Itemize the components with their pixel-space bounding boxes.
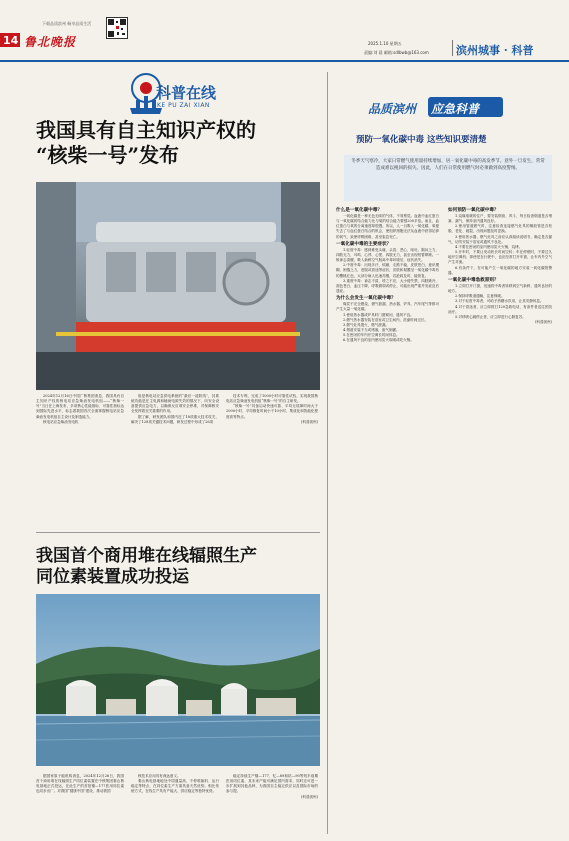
intro-box [344,155,552,201]
header-editors: 责编:刘 晨 邮箱:sdlbwb@163.com [364,50,429,55]
knowledge-column-right [448,206,552,834]
column-paragraph: 1.烧煤取暖的住户，要安装烟囱、风斗，每日检查烟道是否堵塞、漏气，保持室内通风良好。 [448,214,552,224]
column-source: (科普滨州) [535,319,552,324]
column-paragraph: 1.使用热水器或炉具时门窗紧闭，通风不良。 [343,312,414,317]
article2-photo [36,594,320,766]
kepu-logo [126,72,246,116]
header-rule [0,60,569,62]
column-paragraph: 4.不要在密闭的室内使用炭火火锅、烧烤。 [455,244,523,249]
header-banner-text: 下载品质滨州 畅享品质生活 [42,21,92,26]
column-heading: 如何预防一氧化碳中毒？ [448,208,499,213]
article1-divider [36,532,320,533]
kepu-logo-pinyin: KE PU ZAI XIAN [157,102,210,109]
article2-column1: 据国家原子能机构消息，2024年12月26日，我国首个商用堆在线辐照生产同位素装置在中核集团秦山核电基地正式投运，在此生产的首批镥—177医用同位素也同步出厂。对我国“健康中国”建设、推动我国 [36,774,124,794]
column-paragraph: 煤炭不完全燃烧，燃气泄漏，热水器、炉具、汽车尾气等都可产生大量一氧化碳。 [336,302,439,312]
article1-title-line2: “核柴一号”发布 [36,143,180,167]
column-paragraph: 2.燃气热水器安装在浴室或卫生间内，洗澡时间过长。 [343,317,428,322]
knowledge-column-left [336,206,439,834]
article1-title-line1: 我国具有自主知识产权的 [36,118,256,142]
section-name: 滨州城事 · 科普 [456,44,534,57]
column-paragraph: 3.燃气灶具熄火，燃气泄漏。 [343,322,389,327]
article1-column2: 组是核电站应急供电系统的“最后一道防线”，其系统功能是在主电源和辅助电源失效的情况下，向安全设备提供应急电力，以确保反应堆安全停堆，对保障核安全发挥着至关重要的作用。 据了解，研发团队和国内近了18项重大技术攻关，解决了128项关键技术问题，研发过程中形成了26项 [131,394,219,424]
article2-title [36,546,326,588]
section-divider [452,40,453,56]
column-heading: 一氧化碳中毒急救原则？ [448,277,499,283]
column-heading: 一氧化碳中毒的主要症状？ [336,241,392,247]
column-paragraph: 1.轻度中毒：感到难受头痛，头昏、恶心、呕吐，胸闷乏力，四肢无力，耳鸣、心悸、心慌、四肢无力，甚至出现短暂晕厥。一般神志清醒，吸入新鲜空气脱离中毒环境后，症状消失。 [336,247,439,263]
article1-source: (科普滨州) [301,419,318,424]
article1-title [36,118,336,168]
promo-right-label: 应急科普 [431,102,480,116]
column-paragraph: 2.保持呼吸道通畅，注意保暖。 [455,294,505,299]
column-paragraph: 3.使用热水器、燃气灶具之前应认真阅读说明书，确定是否漏气，切勿安装于浴室或通风不良处。 [448,234,552,244]
diesel-generator-image [36,182,320,390]
article2-column2: 核技术应用具有深远意义。 秦山核电基地地处中国通量高、不停堆换料、运行稳定等特点，在同位素生产方面具备天然优势。相比传统方式，在线生产具有产能大、供应稳定等独特优势。 [131,774,219,794]
column-paragraph: 5.在密闭的车内开空调长时间休息。 [343,333,400,338]
promo-banner [368,100,504,120]
article1-column3: 技术专利，完成了1000小时可靠性试验，实现我国核电站应急柴油发电机组“核柴一号”的自主研发。 “核柴一号”具备启动快速可靠、平均无故障时间大于2000小时、平均修复时间小于10小时、集成化和智能化程度高等特点。 (科普滨州) [226,394,318,424]
column-paragraph: 3.对于轻度中毒者，可给予热糖水饮用，让其安静休息。 [455,299,544,304]
article2-source: (科普滨州) [301,794,318,799]
article2-title-line2: 同位素装置成功投运 [36,567,189,587]
promo-subtitle: 预防一氧化碳中毒 这些知识要清楚 [356,135,487,145]
column-paragraph: 1.立即打开门窗，迅速将中毒者转移到空气新鲜、通风良好的地方。 [448,283,552,294]
nuclear-plant-image [36,594,320,766]
article2-column3: 稳定持续生产镥—177、钇—89和钴—90等短半衰期医用同位素，其未来产能可满足国内需求，同时还可进一步扩展到其他品种，为我国自主稳定供应以及国际市场的参与提。 (科普滨州) [226,774,318,799]
intro-text: 冬季天气寒冷，大家日常燃气使用量持续增加，居一氧化碳中毒的高发季节。意外一旦发生，常常造成难以挽回的损失。因此，人们在日常使用燃气时必须做到高度警惕。 [351,159,545,171]
column-paragraph: 6.在通风不良的室内使用炭火取暖或吃火锅。 [343,338,414,343]
column-heading: 什么是一氧化碳中毒？ [336,208,382,213]
article1-photo [36,182,320,390]
column-paragraph: 5.开车时，不要让发动机长时间空转；车在停驶时，不要过久地开空调机；即使是在行驶中，也应经常打开车窗，让车内外空气产生对流。 [448,250,552,265]
article1-column1: 2024年12月16日中国广核集团消息，我国具有自主知识产权的核电站应急柴油发电机组——“核柴一号”当日在上海发布，多项核心性能指标、可靠性指标达到国际先进水平，标志着我国首次全面掌握核电站应急柴油发电机组自主设计及制造能力。 核电站应急柴油发电机 [36,394,124,424]
page-vertical-divider [327,72,328,834]
column-heading: 为什么会发生一氧化碳中毒？ [336,296,396,302]
kepu-logo-title: 科普在线 [156,84,217,102]
column-paragraph: 6.有条件下，在可能产生一氧化碳的地方安装一氧化碳报警器。 [448,265,552,275]
column-paragraph: 5.对呼吸心跳停止者，应立即进行心肺复苏。 [455,314,526,319]
column-paragraph: 3.重度中毒：神志不清，呼之不应，大小便失禁，四肢厥冷，面色苍白，血压下降，呼吸微弱或停止，可能出现严重并发症及后遗症。 [336,278,439,294]
column-paragraph: 4.对于昏迷者，应立即拨打120急救电话，有条件者送往医院治疗。 [448,304,552,314]
column-paragraph: 2.中度中毒：出现多汗，烦躁，走路不稳，皮肤苍白，意识模糊，困倦乏力，虚脱或昏迷等症状，皮肤和黏膜呈一氧化碳中毒有的樱桃红色，大部分病人迅速苏醒，若抢救及时，能恢复。 [336,263,439,278]
article2-title-line1: 我国首个商用堆在线辐照生产 [36,546,257,566]
column-paragraph: 4.烟道安装不当或堵塞，废气倒灌。 [343,327,400,332]
column-paragraph: 一氧化碳是一种无色无味的气体，不易察觉。血液中血红蛋白与一氧化碳的结合能力比与氧的结合能力要强200多倍。而且，血红蛋白与氧的分离速度却很慢。所以，人一旦吸入一氧化碳，氧便失去了与血红蛋白结合的机会，使组织细胞无法从血液中获得足够的氧气，致使呼吸困难，甚至窒息死亡。 [336,214,439,239]
qr-code-icon [106,17,128,39]
header [0,0,569,62]
header-date: 2025.1.10 星期五 [368,41,402,46]
column-paragraph: 2.使用管道燃气时，注意检查连接燃气灶具的橡胶管是否松脱、老化、破裂，出现问题及时更换。 [448,224,552,234]
promo-left-label: 品质滨州 [368,102,417,116]
page-number: 14 [3,34,19,47]
paper-name: 鲁北晚报 [24,35,77,49]
